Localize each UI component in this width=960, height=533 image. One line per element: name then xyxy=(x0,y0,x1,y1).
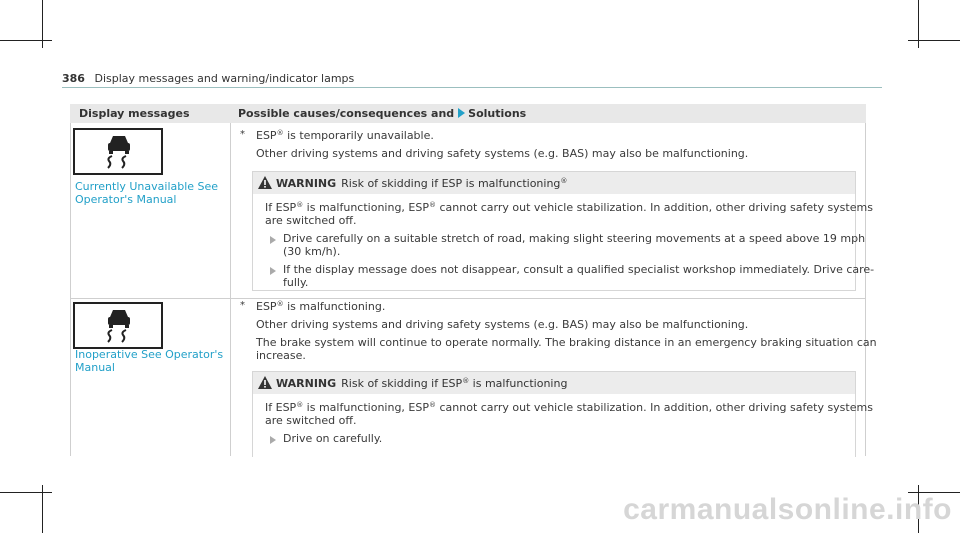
action-text: If the display message does not disappear, consult a qualified specialist workshop immediately. Drive care- xyxy=(283,263,875,276)
warning-box xyxy=(252,171,875,291)
warning-body: If ESP® is malfunctioning, ESP® cannot carry out vehicle stabilization. In addition, other driving safety systems xyxy=(265,401,873,414)
page-header xyxy=(62,72,354,85)
car-skid-icon xyxy=(105,308,133,344)
consequence-text: Other driving systems and driving safety systems (e.g. BAS) may also be malfunctioning. xyxy=(256,147,749,160)
warning-body: If ESP® is malfunctioning, ESP® cannot carry out vehicle stabilization. In addition, other driving safety systems xyxy=(265,201,873,214)
column-divider xyxy=(230,123,231,456)
esp-off-icon xyxy=(73,302,163,349)
consequence-text: The brake system will continue to operate normally. The braking distance in an emergency braking situation can xyxy=(256,336,877,349)
warning-body: are switched off. xyxy=(265,214,357,227)
row-divider xyxy=(70,298,866,299)
cause-text: ESP® is temporarily unavailable. xyxy=(256,129,434,142)
warning-label: WARNING xyxy=(276,177,337,190)
warning-label: WARNING xyxy=(276,377,337,390)
watermark: carmanualsonline.info xyxy=(623,493,952,526)
column-divider xyxy=(70,123,71,456)
warning-body: are switched off. xyxy=(265,414,357,427)
action-text: (30 km/h). xyxy=(283,245,341,258)
messages-table xyxy=(70,104,877,456)
footnote-star: * xyxy=(240,129,245,140)
action-text: Drive carefully on a suitable stretch of road, making slight steering movements at a speed above 19 mph xyxy=(283,232,866,245)
action-arrow-icon xyxy=(270,267,276,275)
esp-off-icon xyxy=(73,128,163,175)
consequence-text: increase. xyxy=(256,349,306,362)
action-text: Drive on carefully. xyxy=(283,432,383,445)
action-text: fully. xyxy=(283,276,309,289)
warning-header xyxy=(253,172,855,194)
page-title: Display messages and warning/indicator lamps xyxy=(94,72,355,85)
col-header-display-messages: Display messages xyxy=(79,107,190,120)
action-arrow-icon xyxy=(270,236,276,244)
page-number: 386 xyxy=(62,72,85,85)
warning-header xyxy=(253,372,855,394)
crop-mark xyxy=(908,40,960,41)
warning-triangle-icon xyxy=(258,176,272,189)
warning-title: Risk of skidding if ESP is malfunctioning® xyxy=(341,177,568,190)
header-rule xyxy=(62,87,882,88)
cause-text: ESP® is malfunctioning. xyxy=(256,300,386,313)
table-header xyxy=(70,104,866,123)
crop-mark xyxy=(0,40,52,41)
action-arrow-icon xyxy=(270,436,276,444)
display-message: Currently Unavailable See Operator's Manual xyxy=(75,180,219,206)
warning-box xyxy=(252,371,873,457)
consequence-text: Other driving systems and driving safety systems (e.g. BAS) may also be malfunctioning. xyxy=(256,318,749,331)
col-header-causes: Possible causes/consequences and Solutions xyxy=(238,107,527,120)
footnote-star: * xyxy=(240,300,245,311)
warning-title: Risk of skidding if ESP® is malfunctioning xyxy=(341,377,568,390)
arrow-right-icon xyxy=(458,108,465,118)
crop-mark xyxy=(0,492,52,493)
display-message: Inoperative See Operator's Manual xyxy=(75,348,224,374)
warning-triangle-icon xyxy=(258,376,272,389)
car-skid-icon xyxy=(105,134,133,170)
